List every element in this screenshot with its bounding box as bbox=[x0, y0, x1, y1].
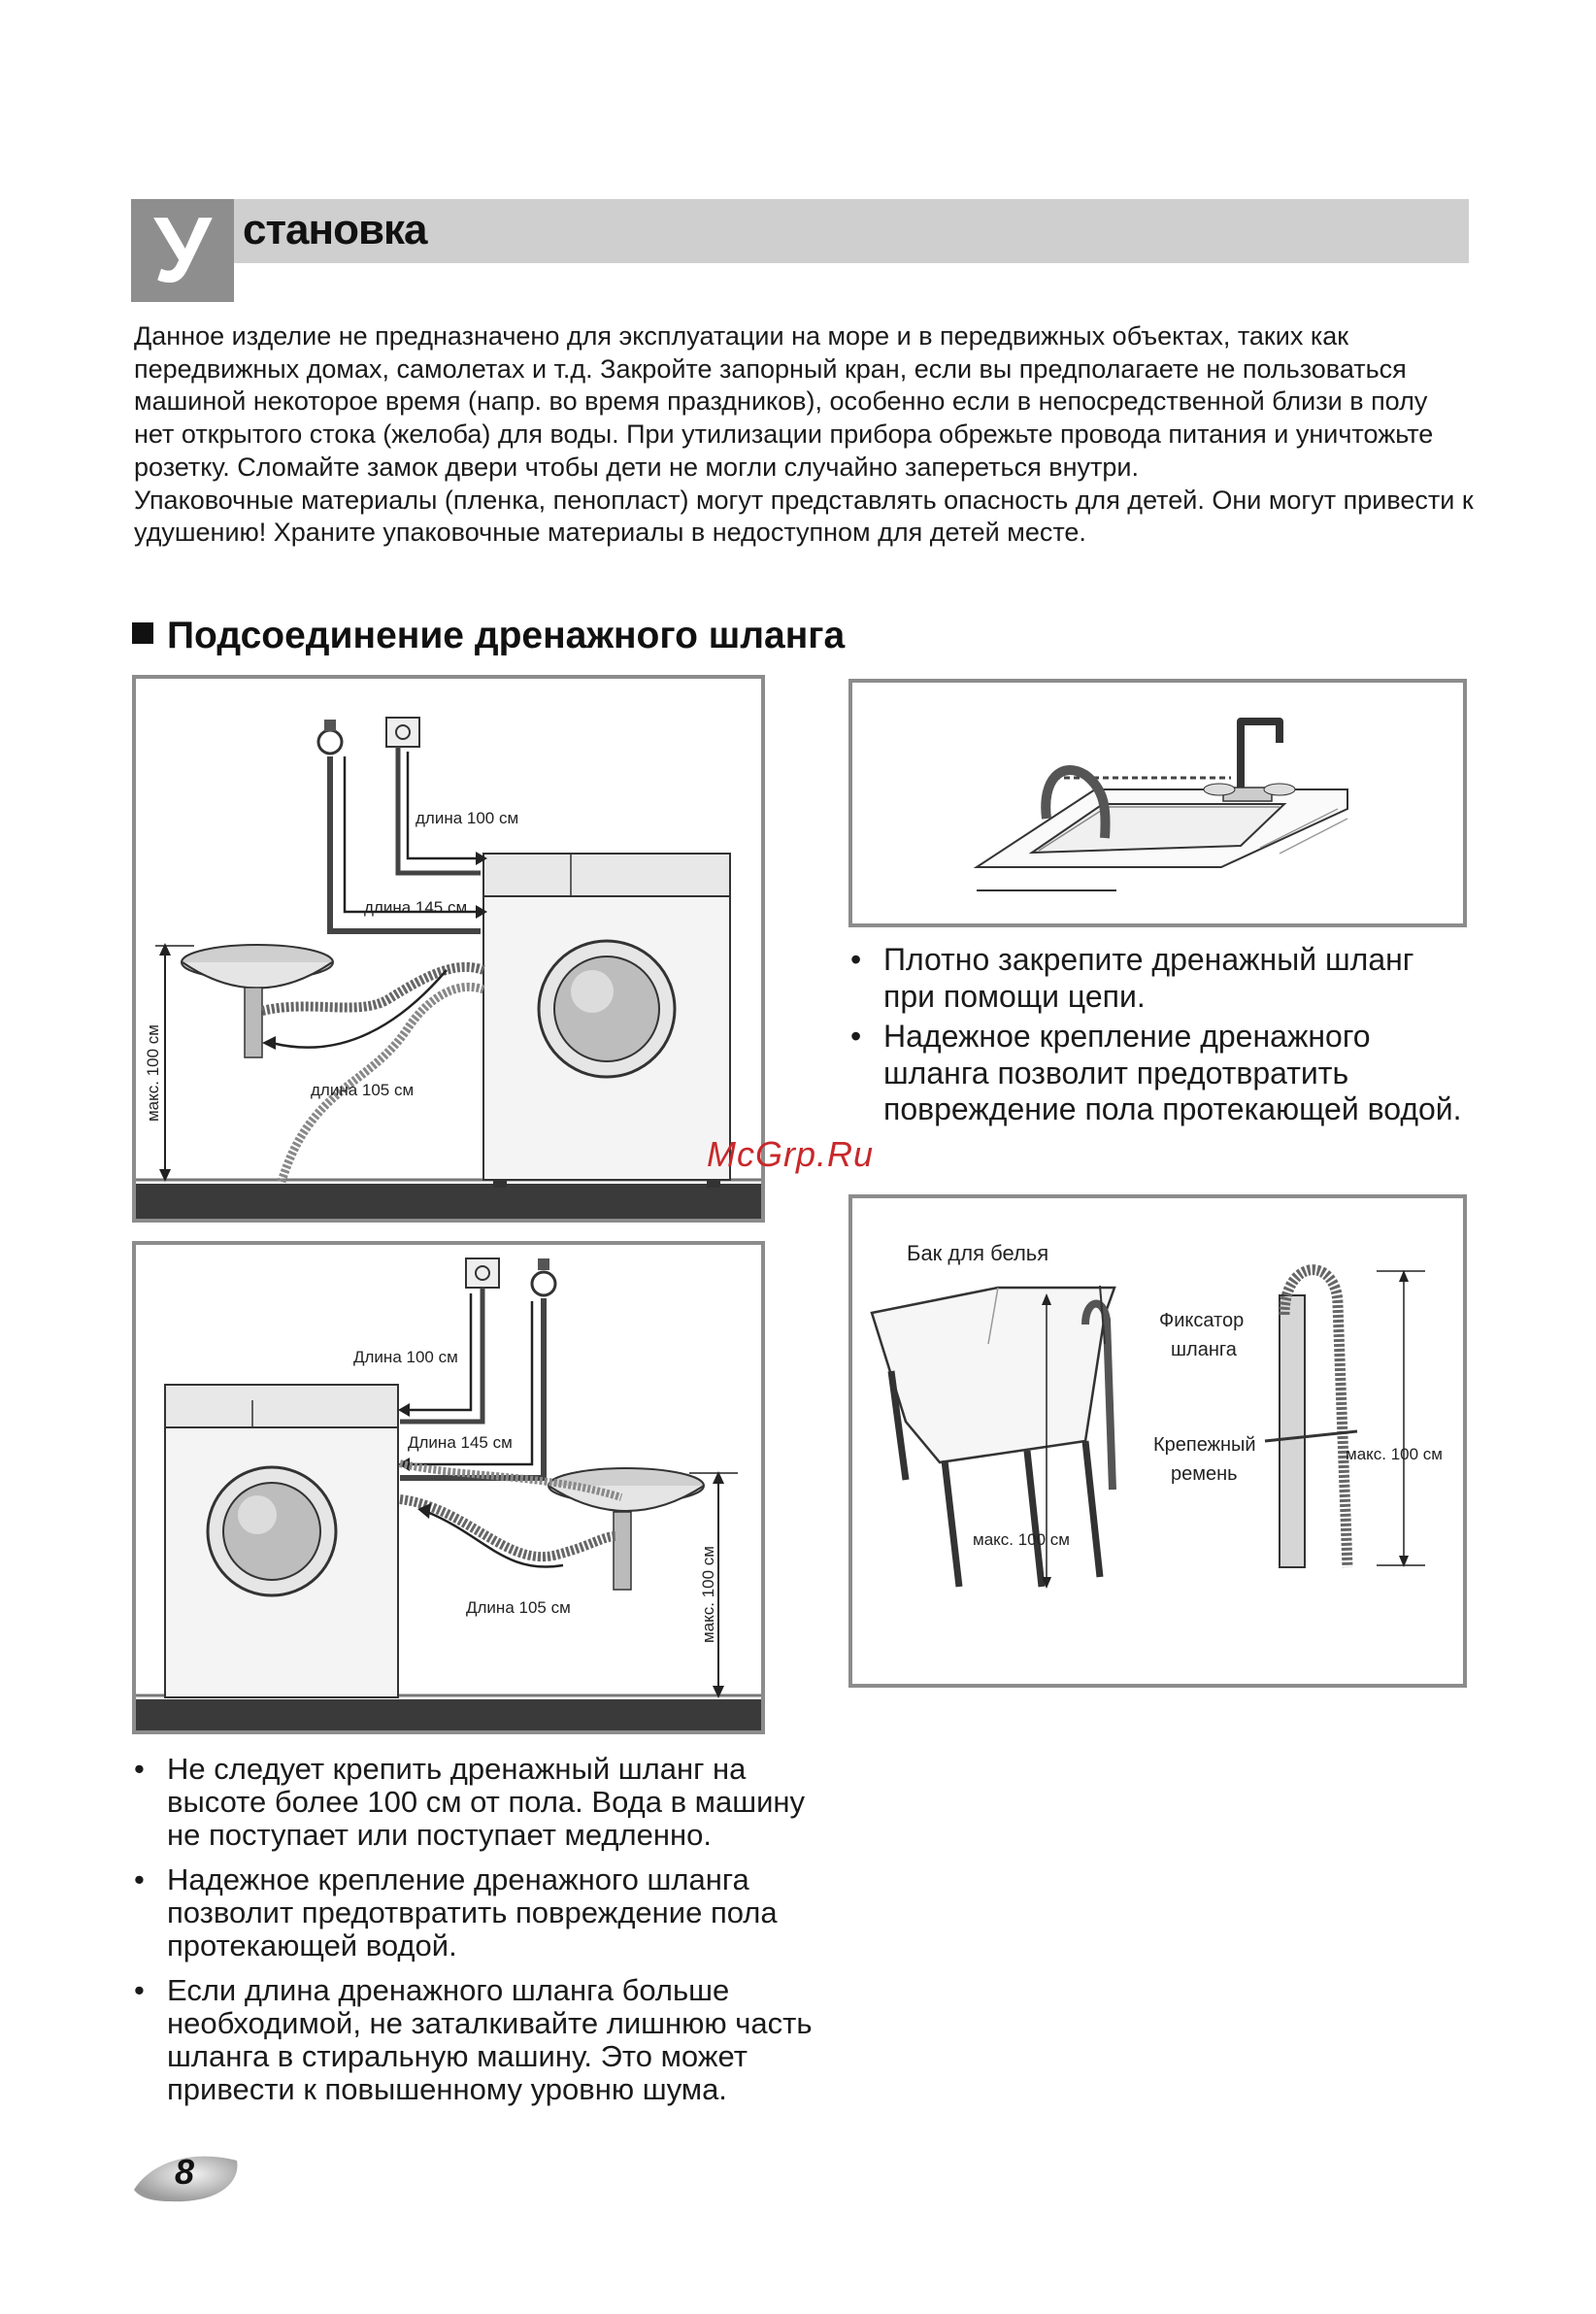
label-length-145: длина 145 см bbox=[364, 898, 468, 917]
sink-chain-notes bbox=[850, 942, 1472, 1132]
watermark: McGrp.Ru bbox=[707, 1134, 875, 1174]
list-item: • Не следует крепить дренажный шланг на высоте более 100 см от пола. Вода в машину не поступает или поступает медленно. bbox=[134, 1753, 833, 1852]
label-length-145: Длина 145 см bbox=[408, 1433, 513, 1452]
list-item: • Надежное крепление дренажного шланга позволит предотвратить повреждение пола протекающей водой. bbox=[134, 1863, 833, 1962]
label-length-100: длина 100 см bbox=[416, 809, 519, 827]
label-length-105: Длина 105 см bbox=[466, 1598, 571, 1617]
intro-text bbox=[134, 320, 1474, 550]
figure-drain-to-sink-right bbox=[132, 1241, 765, 1734]
figure-2-drawing bbox=[852, 683, 1463, 923]
figure-drain-to-sink-left bbox=[132, 675, 765, 1223]
title-initial: У bbox=[131, 199, 234, 302]
figure-1-drawing bbox=[136, 679, 761, 1219]
list-item: • Надежное крепление дренажного шланга позволит предотвратить повреждение пола протекающей водой. bbox=[850, 1019, 1472, 1128]
label-max-height-pipe: макс. 100 см bbox=[1346, 1445, 1443, 1463]
intro-paragraph-2: Упаковочные материалы (пленка, пенопласт) могут представлять опасность для детей. Они могут привести к удушению! Храните упаковочные материалы в недоступном для детей месте. bbox=[134, 485, 1474, 548]
label-max-height: макс. 100 см bbox=[699, 1546, 717, 1643]
page-title: становка bbox=[243, 206, 427, 253]
label-hose-holder-2: шланга bbox=[1171, 1339, 1237, 1360]
drain-hose-notes bbox=[134, 1753, 833, 2118]
intro-paragraph-1: Данное изделие не предназначено для эксплуатации на море и в передвижных объектах, таких как передвижных домах, самолетах и т.д. Закройте запорный кран, если вы предполагаете не пользоваться машиной некоторое время (напр. во время праздников), особенно если в непосредственной близи в полу нет открытого стока (желоба) для воды. При утилизации прибора обрежьте провода питания и уничтожьте розетку. Сломайте замок двери чтобы дети не могли случайно запереться внутри. bbox=[134, 321, 1434, 482]
page-number: 8 bbox=[175, 2152, 195, 2192]
figure-laundry-tub bbox=[848, 1194, 1467, 1688]
label-max-height-tub: макс. 100 см bbox=[973, 1530, 1070, 1549]
label-tub: Бак для белья bbox=[907, 1241, 1049, 1265]
figure-3-drawing bbox=[136, 1245, 761, 1730]
square-bullet-icon bbox=[132, 622, 153, 644]
list-item: • Если длина дренажного шланга больше необходимой, не заталкивайте лишнюю часть шланга в стиральную машину. Это может привести к повышенному уровню шума. bbox=[134, 1974, 833, 2106]
figure-sink-chain bbox=[848, 679, 1467, 927]
section-heading bbox=[132, 612, 845, 660]
label-length-100: Длина 100 см bbox=[353, 1348, 458, 1366]
label-hose-holder-1: Фиксатор bbox=[1159, 1310, 1245, 1331]
label-max-height: макс. 100 см bbox=[144, 1024, 162, 1122]
section-title: Подсоединение дренажного шланга bbox=[167, 615, 846, 656]
label-strap-1: Крепежный bbox=[1153, 1434, 1256, 1456]
list-item: • Плотно закрепите дренажный шланг при помощи цепи. bbox=[850, 942, 1472, 1015]
label-strap-2: ремень bbox=[1171, 1463, 1238, 1485]
label-length-105: длина 105 см bbox=[311, 1081, 415, 1099]
